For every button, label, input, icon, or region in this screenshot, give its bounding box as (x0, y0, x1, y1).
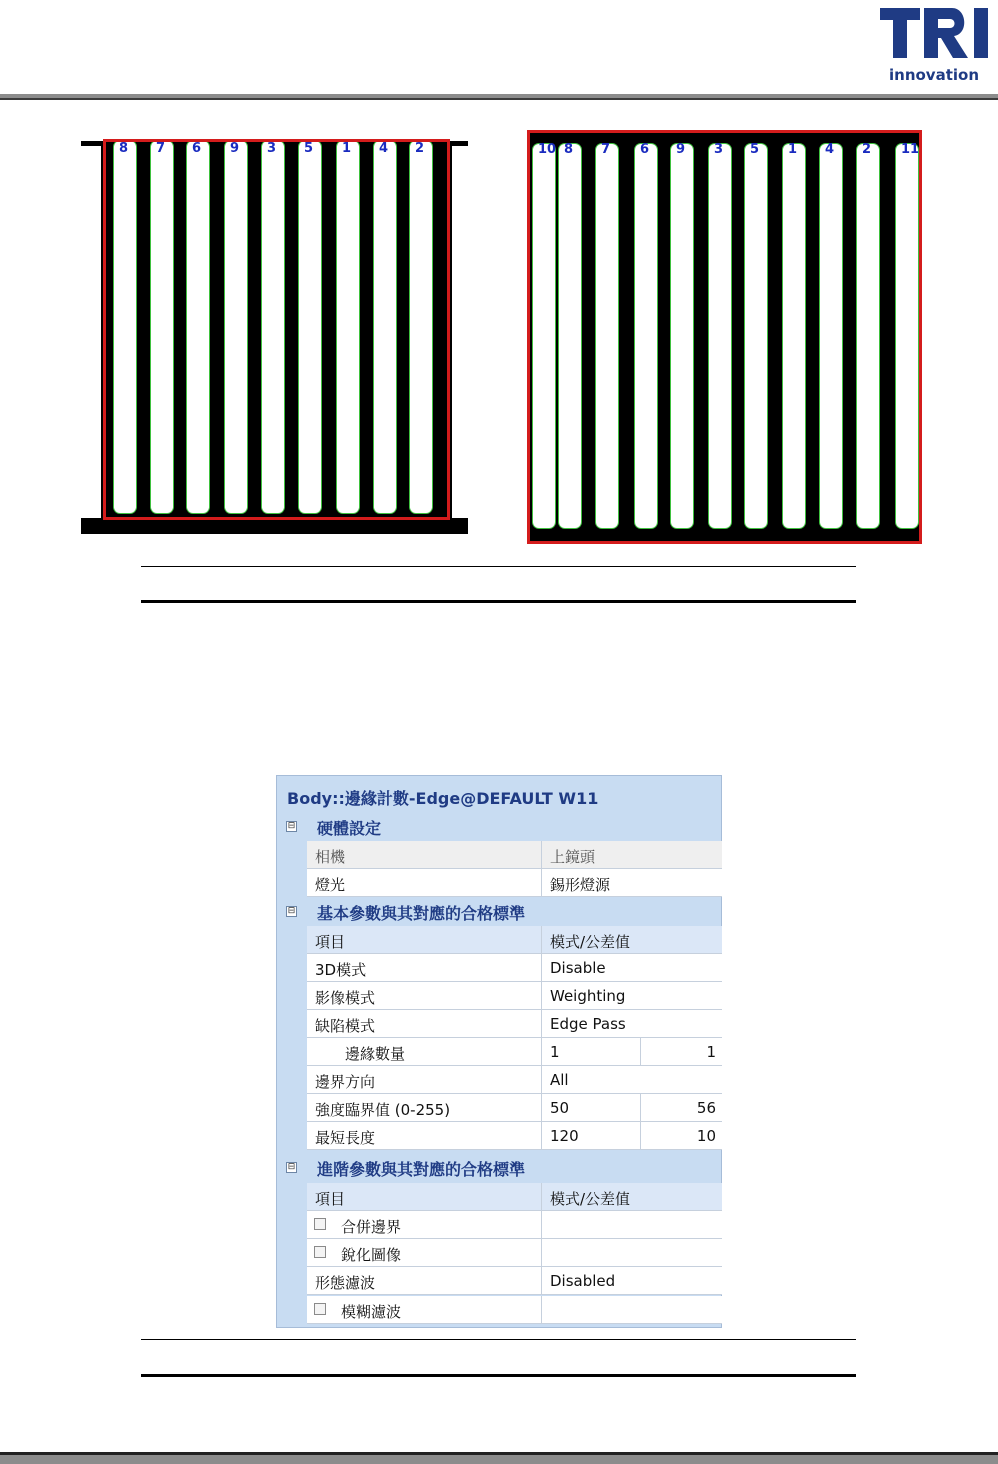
property-row-intensity-threshold[interactable] (307, 1094, 722, 1122)
property-row-3d-mode[interactable] (307, 954, 722, 982)
stripe-label: 3 (267, 141, 277, 156)
column-header-item: 項目 (315, 1190, 346, 1208)
caption-rule-bottom (141, 600, 856, 603)
property-tolerance: 56 (696, 1099, 716, 1117)
property-value: 1 (550, 1043, 560, 1061)
roi-rectangle[interactable] (527, 130, 922, 544)
column-header-row (307, 1183, 722, 1211)
stripe-label: 8 (564, 142, 574, 157)
property-value: Disabled (550, 1272, 616, 1290)
property-name: 缺陷模式 (315, 1017, 376, 1035)
collapse-icon[interactable]: ⊟ (287, 1162, 296, 1172)
property-row-min-length[interactable] (307, 1122, 722, 1150)
stripe-label: 2 (415, 141, 425, 156)
property-name: 形態濾波 (315, 1274, 376, 1292)
column-header-value: 模式/公差值 (550, 933, 631, 951)
collapse-icon[interactable]: ⊟ (287, 821, 296, 831)
property-name: 邊界方向 (315, 1073, 376, 1091)
logo-text: innovation (889, 66, 979, 84)
column-header-item: 項目 (315, 933, 346, 951)
property-name: 燈光 (315, 876, 346, 894)
tri-logo-mark (872, 0, 998, 66)
column-header-value: 模式/公差值 (550, 1190, 631, 1208)
stripe-label: 3 (714, 142, 724, 157)
stripe-label: 10 (538, 142, 557, 157)
footer-band (0, 1455, 998, 1464)
section-hardware-settings[interactable] (277, 813, 723, 841)
stripe-label: 11 (901, 142, 920, 157)
collapse-icon[interactable]: ⊟ (287, 906, 296, 916)
stripe-label: 9 (676, 142, 686, 157)
edge-image-right (527, 130, 922, 544)
section-advanced-parameters[interactable] (277, 1154, 723, 1182)
property-grid-title: Body::邊緣計數-Edge@DEFAULT W11 (287, 789, 599, 808)
header-rule-dark (0, 98, 998, 100)
caption-rule-top (141, 566, 856, 567)
stripe-label: 7 (156, 141, 166, 156)
property-name: 最短長度 (315, 1129, 376, 1147)
property-value: Disable (550, 959, 606, 977)
property-name: 合併邊界 (341, 1218, 402, 1236)
stripe-label: 1 (788, 142, 798, 157)
property-tolerance: 1 (706, 1043, 716, 1061)
tri-innovation-logo (872, 0, 998, 92)
property-value: Edge Pass (550, 1015, 626, 1033)
stripe-label: 1 (342, 141, 352, 156)
edge-margin (452, 146, 468, 518)
property-tolerance: 10 (696, 1127, 716, 1145)
stripe-label: 6 (640, 142, 650, 157)
property-row-merge-edges[interactable] (307, 1211, 722, 1239)
property-row-defect-mode[interactable] (307, 1010, 722, 1038)
edge-image-left (81, 127, 468, 534)
stripe-label: 6 (192, 141, 202, 156)
edge-margin (81, 146, 101, 518)
roi-rectangle[interactable] (103, 139, 450, 520)
property-name: 邊緣數量 (345, 1045, 406, 1063)
property-row-blur-filter[interactable] (307, 1296, 722, 1324)
property-row-edge-count[interactable] (307, 1038, 722, 1066)
sharpen-image-checkbox[interactable] (314, 1246, 326, 1258)
property-row-camera[interactable] (307, 841, 722, 869)
property-value: 錫形燈源 (550, 876, 611, 894)
property-value: 120 (550, 1127, 579, 1145)
property-row-image-mode[interactable] (307, 982, 722, 1010)
merge-edges-checkbox[interactable] (314, 1218, 326, 1230)
caption-rule-bottom-2 (141, 1374, 856, 1377)
stripe-label: 4 (379, 141, 389, 156)
stripe-label: 9 (230, 141, 240, 156)
column-header-row (307, 926, 722, 954)
stripe-label: 2 (862, 142, 872, 157)
stripe-label: 7 (601, 142, 611, 157)
property-name: 銳化圖像 (341, 1246, 402, 1264)
stripe-label: 5 (304, 141, 314, 156)
section-title: 基本參數與其對應的合格標準 (317, 904, 526, 923)
property-value: Weighting (550, 987, 626, 1005)
stripe-label: 4 (825, 142, 835, 157)
stripe-label: 5 (750, 142, 760, 157)
section-basic-parameters[interactable] (277, 898, 723, 926)
property-name: 相機 (315, 848, 346, 866)
property-value: All (550, 1071, 569, 1089)
property-name: 強度臨界值 (0-255) (315, 1101, 451, 1119)
section-title: 進階參數與其對應的合格標準 (317, 1160, 526, 1179)
stripe-label: 8 (119, 141, 129, 156)
property-row-sharpen-image[interactable] (307, 1239, 722, 1267)
property-value: 50 (550, 1099, 570, 1117)
property-name: 影像模式 (315, 989, 376, 1007)
caption-rule-top-2 (141, 1339, 856, 1340)
property-name: 模糊濾波 (341, 1303, 402, 1321)
property-value: 上鏡頭 (550, 848, 596, 866)
section-title: 硬體設定 (317, 819, 382, 838)
blur-filter-checkbox[interactable] (314, 1303, 326, 1315)
property-row-light[interactable] (307, 869, 722, 897)
property-grid (276, 775, 722, 1328)
property-row-morphology-filter[interactable] (307, 1267, 722, 1295)
property-row-edge-direction[interactable] (307, 1066, 722, 1094)
property-name: 3D模式 (315, 961, 367, 979)
